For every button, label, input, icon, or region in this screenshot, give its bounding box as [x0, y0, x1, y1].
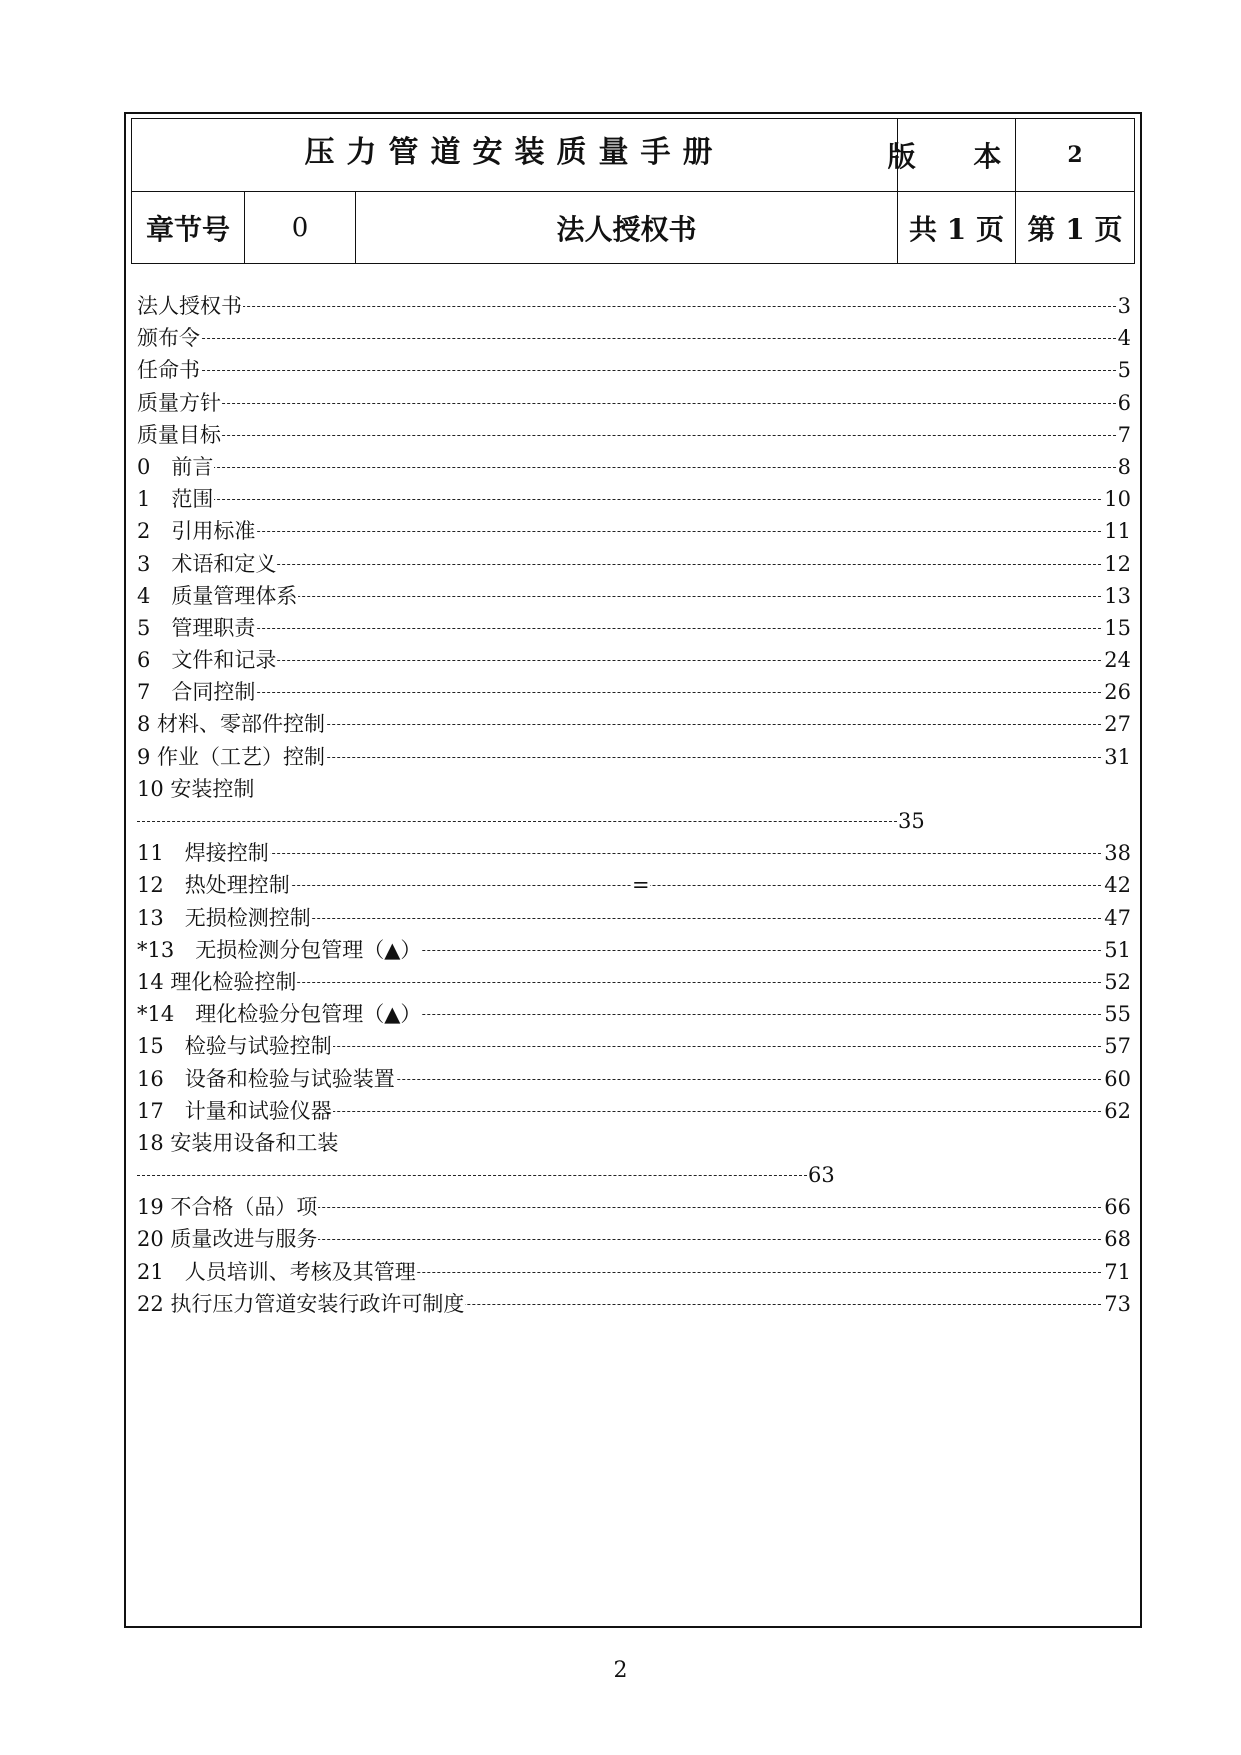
- toc-item-label: 7 合同控制: [137, 676, 256, 708]
- toc-leader-dashes: [137, 531, 1131, 532]
- toc-leader-dashes: [137, 467, 1131, 468]
- toc-leader-dashes: [137, 821, 897, 822]
- toc-item-label: 12 热处理控制: [137, 869, 291, 901]
- toc-item-label: 4 质量管理体系: [137, 580, 298, 612]
- toc-item-page: 38: [1103, 837, 1131, 869]
- toc-item-page: 68: [1103, 1223, 1131, 1255]
- toc-item-label: 16 设备和检验与试验装置: [137, 1063, 396, 1095]
- toc-leader-dashes: [137, 435, 1131, 436]
- toc-item-label: 6 文件和记录: [137, 644, 277, 676]
- toc-item-page: 12: [1103, 548, 1131, 580]
- manual-title: 压力管道安装质量手册: [304, 135, 725, 170]
- page-of: 第 1 页: [1027, 213, 1123, 246]
- table-of-contents: [137, 290, 1131, 1320]
- toc-item: [137, 1223, 1131, 1255]
- toc-item: [137, 1256, 1131, 1288]
- toc-item-label: 11 焊接控制: [137, 837, 270, 869]
- toc-item: [137, 290, 1131, 322]
- toc-leader-dashes: [137, 338, 1131, 339]
- toc-item-page: 10: [1103, 483, 1131, 515]
- toc-item: [137, 934, 1131, 966]
- toc-item: [137, 515, 1131, 547]
- toc-leader-dashes: [137, 853, 1131, 854]
- toc-item: [137, 419, 1131, 451]
- toc-item-label: 质量方针: [137, 387, 222, 419]
- toc-item-page: 55: [1103, 998, 1131, 1030]
- toc-item-label: 8 材料、零部件控制: [137, 708, 326, 740]
- toc-item-page: 52: [1103, 966, 1131, 998]
- toc-item: [137, 354, 1131, 386]
- toc-leader-dashes: [137, 692, 1131, 693]
- toc-item-page: 11: [1103, 515, 1131, 547]
- toc-item-label: *14 理化检验分包管理（▲）: [137, 998, 422, 1030]
- toc-item-page: 6: [1117, 387, 1131, 419]
- toc-item-leader-line: [137, 805, 1131, 837]
- toc-item-label: 13 无损检测控制: [137, 902, 312, 934]
- toc-item-page: 57: [1103, 1030, 1131, 1062]
- toc-item-label: 法人授权书: [137, 290, 243, 322]
- toc-item: [137, 387, 1131, 419]
- section-title: 法人授权书: [556, 213, 697, 246]
- toc-item-page: 4: [1117, 322, 1131, 354]
- toc-item-page: 62: [1103, 1095, 1131, 1127]
- toc-leader-dashes: [137, 403, 1131, 404]
- toc-leader-dashes: [137, 499, 1131, 500]
- toc-item-label: 9 作业（工艺）控制: [137, 741, 326, 773]
- toc-item: [137, 1127, 1131, 1159]
- toc-item: [137, 998, 1131, 1030]
- toc-item-page: 7: [1117, 419, 1131, 451]
- toc-item-page: 26: [1103, 676, 1131, 708]
- toc-item: [137, 1288, 1131, 1320]
- chapter-value: 0: [291, 213, 309, 243]
- toc-item-label: 14 理化检验控制: [137, 966, 297, 998]
- toc-leader-mark: =: [632, 869, 650, 901]
- toc-item: [137, 451, 1131, 483]
- toc-item-page: 71: [1103, 1256, 1131, 1288]
- toc-item-label: 质量目标: [137, 419, 222, 451]
- toc-leader-dashes: [137, 628, 1131, 629]
- toc-item-label: 20 质量改进与服务: [137, 1223, 318, 1255]
- version-label: 版 本: [887, 140, 1026, 173]
- toc-item: [137, 773, 1131, 805]
- toc-item-label: 任命书: [137, 354, 201, 386]
- toc-item-label: 18 安装用设备和工装: [137, 1127, 339, 1159]
- toc-item-label: 19 不合格（品）项: [137, 1191, 318, 1223]
- toc-item: [137, 676, 1131, 708]
- page-number: 2: [613, 1658, 628, 1683]
- toc-item-page: 31: [1103, 741, 1131, 773]
- header-table: [131, 118, 1135, 264]
- toc-item-page: 63: [807, 1159, 835, 1191]
- toc-item-page: 5: [1117, 354, 1131, 386]
- toc-item-page: 27: [1103, 708, 1131, 740]
- toc-item-label: 0 前言: [137, 451, 214, 483]
- toc-item-page: 66: [1103, 1191, 1131, 1223]
- toc-item: [137, 1030, 1131, 1062]
- toc-item-page: 13: [1103, 580, 1131, 612]
- toc-item-label: 2 引用标准: [137, 515, 256, 547]
- total-pages: 共 1 页: [909, 213, 1004, 246]
- toc-item-page: 47: [1103, 902, 1131, 934]
- toc-item-page: 60: [1103, 1063, 1131, 1095]
- toc-leader-dashes: [137, 370, 1131, 371]
- toc-item-label: 5 管理职责: [137, 612, 256, 644]
- toc-item: [137, 837, 1131, 869]
- toc-item-page: 73: [1103, 1288, 1131, 1320]
- toc-item: [137, 869, 1131, 901]
- toc-item: [137, 322, 1131, 354]
- toc-item-page: 15: [1103, 612, 1131, 644]
- toc-item-label: 21 人员培训、考核及其管理: [137, 1256, 417, 1288]
- document-frame: [124, 112, 1142, 1628]
- toc-item-page: 35: [897, 805, 925, 837]
- toc-item: [137, 580, 1131, 612]
- toc-item: [137, 1191, 1131, 1223]
- toc-item: [137, 902, 1131, 934]
- toc-item: [137, 644, 1131, 676]
- toc-item-label: 10 安装控制: [137, 773, 255, 805]
- toc-item-label: 1 范围: [137, 483, 214, 515]
- toc-item-label: 22 执行压力管道安装行政许可制度: [137, 1288, 465, 1320]
- toc-leader-dashes: [137, 306, 1131, 307]
- toc-item-leader-line: [137, 1159, 1131, 1191]
- toc-item: [137, 612, 1131, 644]
- toc-item-label: 15 检验与试验控制: [137, 1030, 333, 1062]
- version-value: 2: [1067, 142, 1083, 168]
- toc-item: [137, 548, 1131, 580]
- toc-item-label: 17 计量和试验仪器: [137, 1095, 333, 1127]
- toc-item-label: 3 术语和定义: [137, 548, 277, 580]
- toc-leader-dashes: [137, 564, 1131, 565]
- toc-item: [137, 966, 1131, 998]
- toc-item-page: 8: [1117, 451, 1131, 483]
- toc-item-page: 42: [1103, 869, 1131, 901]
- toc-leader-dashes: [137, 660, 1131, 661]
- toc-item-label: 颁布令: [137, 322, 201, 354]
- toc-item: [137, 483, 1131, 515]
- toc-item-page: 3: [1117, 290, 1131, 322]
- toc-item: [137, 741, 1131, 773]
- toc-item: [137, 1063, 1131, 1095]
- toc-item: [137, 708, 1131, 740]
- toc-item: [137, 1095, 1131, 1127]
- chapter-label: 章节号: [145, 213, 230, 246]
- toc-item-label: *13 无损检测分包管理（▲）: [137, 934, 422, 966]
- toc-leader-dashes: [137, 1175, 807, 1176]
- toc-item-page: 24: [1103, 644, 1131, 676]
- toc-item-page: 51: [1103, 934, 1131, 966]
